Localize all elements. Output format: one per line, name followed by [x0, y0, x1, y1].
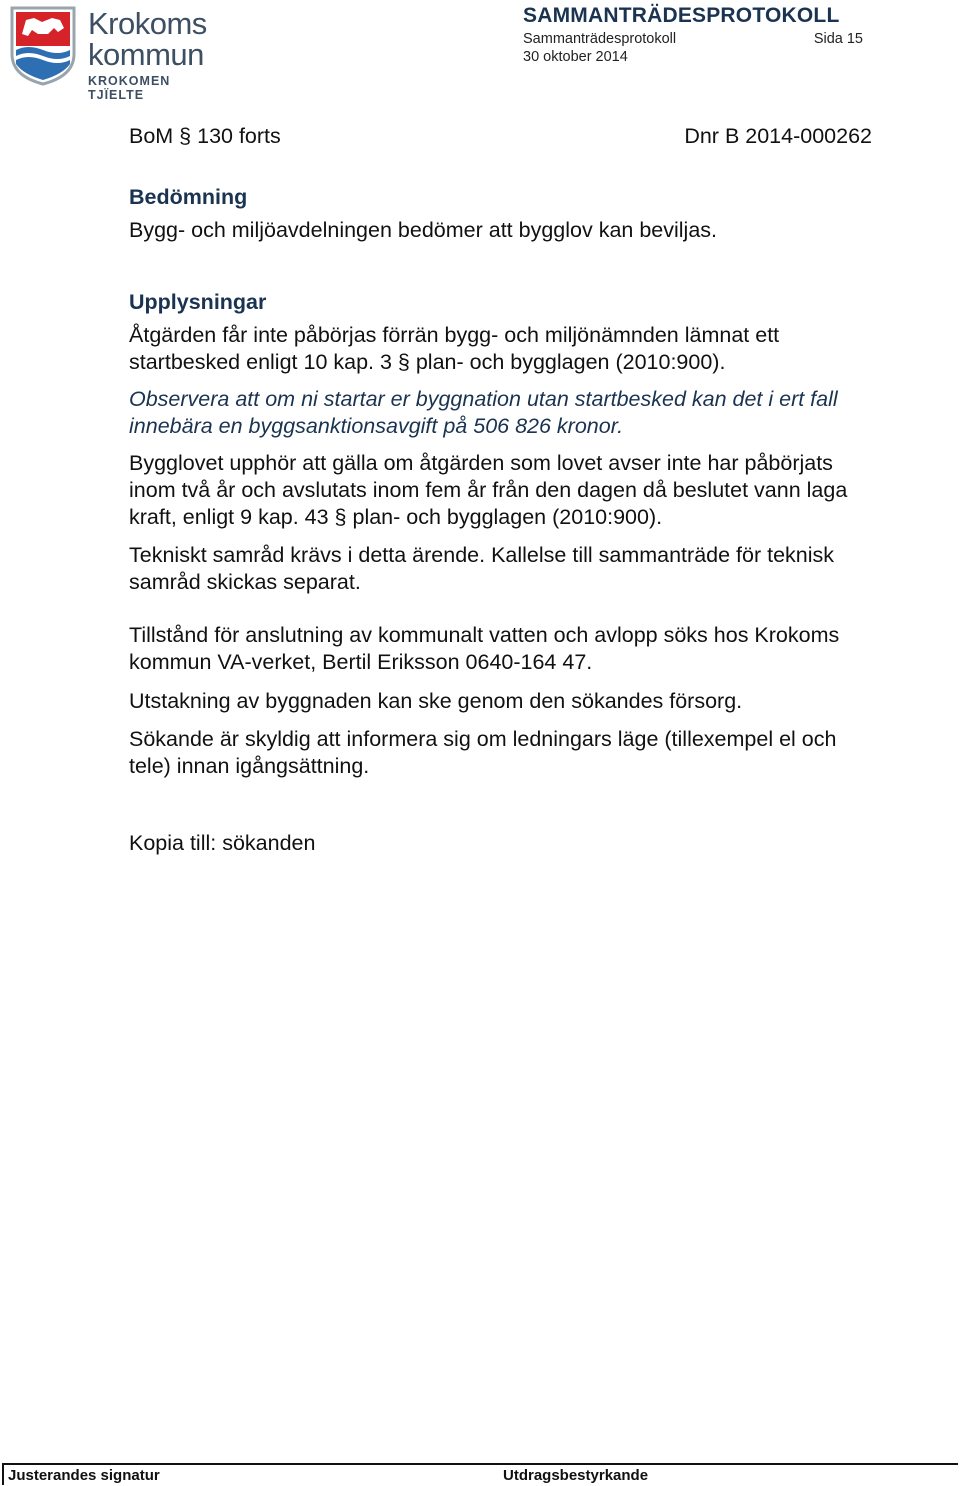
assessment-text: Bygg- och miljöavdelningen bedömer att bygglov kan beviljas.	[129, 218, 718, 242]
paragraph-ref: BoM § 130 forts	[129, 124, 281, 148]
coat-of-arms-icon	[8, 4, 78, 86]
assessment-heading: Bedömning	[129, 185, 248, 209]
municipality-logo	[8, 4, 223, 102]
signature-label: Justerandes signatur	[8, 1467, 160, 1484]
info-paragraph: Tekniskt samråd krävs i detta ärende. Kallelse till sammanträde för teknisk samråd skickas separat.	[129, 543, 835, 594]
document-header	[523, 4, 868, 65]
info-paragraph: Utstakning av byggnaden kan ske genom den sökandes försorg.	[129, 689, 743, 713]
warning-paragraph: Observera att om ni startar er byggnation utan startbesked kan det i ert fall innebära en byggsanktionsavgift på 506 826 kronor.	[129, 387, 838, 438]
logo-wordmark	[88, 8, 223, 102]
info-paragraph: Åtgärden får inte påbörjas förrän bygg- och miljönämnden lämnat ett startbesked enligt 10 kap. 3 § plan- och bygglagen (2010:900).	[129, 323, 780, 374]
document-type: Sammanträdesprotokoll	[523, 31, 677, 47]
document-title: SAMMANTRÄDESPROTOKOLL	[523, 4, 840, 27]
meeting-date: 30 oktober 2014	[523, 49, 628, 65]
logo-tagline: KROKOMEN TJÏELTE	[88, 74, 171, 102]
diary-number: Dnr B 2014-000262	[684, 124, 872, 148]
logo-name-line2: kommun	[88, 37, 204, 72]
copy-to: Kopia till: sökanden	[129, 831, 316, 855]
header-subline	[523, 31, 863, 47]
logo-name-line1: Krokoms	[88, 6, 207, 41]
page-number: Sida 15	[813, 31, 863, 47]
info-paragraph: Tillstånd för anslutning av kommunalt vatten och avlopp söks hos Krokoms kommun VA-verket, Bertil Eriksson 0640-164 47.	[129, 623, 840, 674]
info-heading: Upplysningar	[129, 290, 267, 314]
case-line	[129, 124, 872, 149]
certified-label: Utdragsbestyrkande	[503, 1467, 649, 1484]
info-paragraph: Sökande är skyldig att informera sig om ledningars läge (tillexempel el och tele) innan igångsättning.	[129, 727, 837, 778]
protocol-body	[129, 184, 869, 857]
info-paragraph: Bygglovet upphör att gälla om åtgärden som lovet avser inte har påbörjats inom två år och avslutats inom fem år från den dagen då beslutet vann laga kraft, enligt 9 kap. 43 § plan- och bygglagen (2010:900).	[129, 451, 848, 529]
